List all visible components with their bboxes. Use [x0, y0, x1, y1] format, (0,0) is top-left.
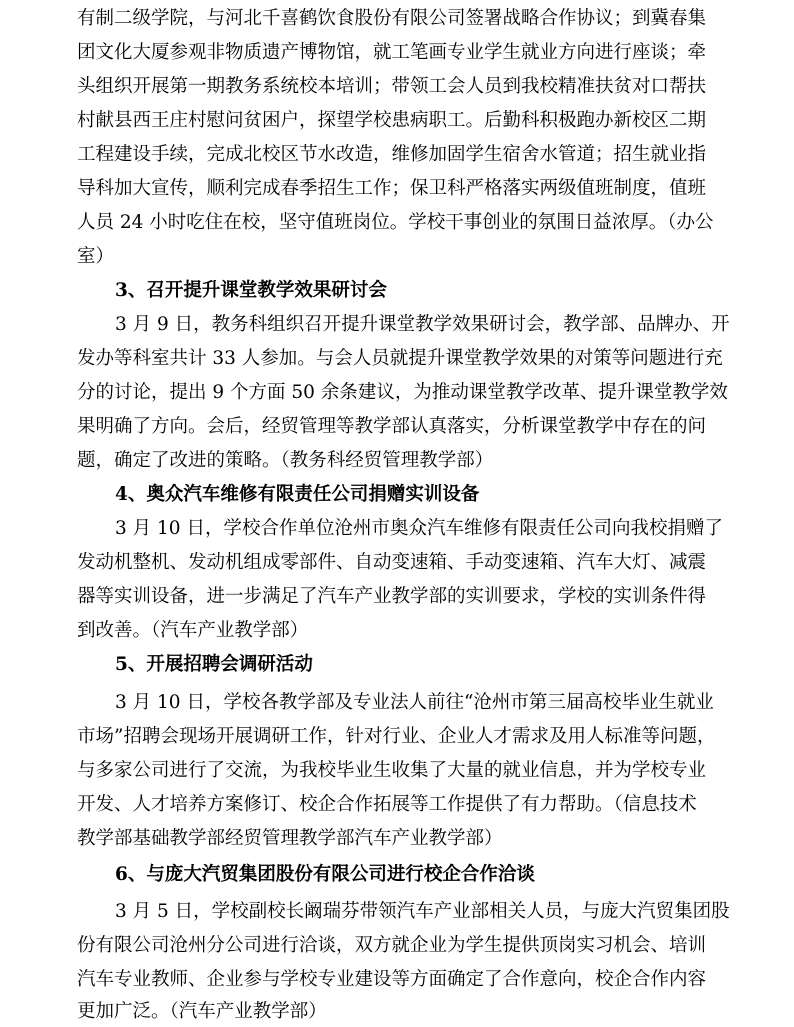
body-text-line: 发办等科室共计 33 人参加。与会人员就提升课堂教学效果的对策等问题进行充 — [77, 348, 723, 369]
body-text-line: 导科加大宣传，顺利完成春季招生工作；保卫科严格落实两级值班制度，值班 — [77, 178, 707, 199]
body-text-line: 头组织开展第一期教务系统校本培训；带领工会人员到我校精准扶贫对口帮扶 — [77, 76, 707, 97]
body-text-line: 汽车专业教师、企业参与学校专业建设等方面确定了合作意向，校企合作内容 — [77, 969, 707, 990]
body-text-line: 团文化大厦参观非物质遗产博物馆，就工笔画专业学生就业方向进行座谈；牵 — [77, 42, 707, 63]
section-heading-5: 5、开展招聘会调研活动 — [115, 654, 313, 675]
section-heading-3: 3、召开提升课堂教学效果研讨会 — [115, 280, 387, 301]
body-text-line: 发动机整机、发动机组成零部件、自动变速箱、手动变速箱、汽车大灯、减震 — [77, 552, 707, 573]
body-text-line: 开发、人才培养方案修订、校企合作拓展等工作提供了有力帮助。（信息技术 — [77, 794, 697, 815]
paragraph-first-line: 3 月 9 日，教务科组织召开提升课堂教学效果研讨会，教学部、品牌办、开 — [115, 314, 730, 335]
body-text-line: 与多家公司进行了交流，为我校毕业生收集了大量的就业信息，并为学校专业 — [77, 760, 707, 781]
body-text-line: 室） — [77, 246, 115, 267]
body-text-line: 份有限公司沧州分公司进行洽谈，双方就企业为学生提供顶岗实习机会、培训 — [77, 935, 707, 956]
paragraph-first-line: 3 月 10 日，学校合作单位沧州市奥众汽车维修有限责任公司向我校捐赠了 — [115, 518, 723, 539]
paragraph-first-line: 3 月 5 日，学校副校长阚瑞芬带领汽车产业部相关人员，与庞大汽贸集团股 — [115, 901, 730, 922]
body-text-line: 人员 24 小时吃住在校，坚守值班岗位。学校干事创业的氛围日益浓厚。（办公 — [77, 212, 714, 233]
section-heading-4: 4、奥众汽车维修有限责任公司捐赠实训设备 — [115, 484, 480, 505]
body-text-line: 更加广泛。（汽车产业教学部） — [77, 1001, 327, 1022]
body-text-line: 工程建设手续，完成北校区节水改造，维修加固学生宿舍水管道；招生就业指 — [77, 144, 707, 165]
body-text-line: 到改善。（汽车产业教学部） — [77, 620, 309, 641]
body-text-line: 果明确了方向。会后，经贸管理等教学部认真落实，分析课堂教学中存在的问 — [77, 416, 707, 437]
body-text-line: 器等实训设备，进一步满足了汽车产业教学部的实训要求，学校的实训条件得 — [77, 586, 707, 607]
section-heading-6: 6、与庞大汽贸集团股份有限公司进行校企合作洽谈 — [115, 864, 535, 885]
paragraph-first-line: 3 月 10 日，学校各教学部及专业法人前往“沧州市第三届高校毕业生就业 — [115, 692, 714, 713]
body-text-line: 市场”招聘会现场开展调研工作，针对行业、企业人才需求及用人标准等问题， — [77, 726, 716, 747]
body-text-line: 村献县西王庄村慰问贫困户，探望学校患病职工。后勤科积极跑办新校区二期 — [77, 110, 707, 131]
body-text-line: 题，确定了改进的策略。（教务科经贸管理教学部） — [77, 450, 494, 471]
body-text-line: 分的讨论，提出 9 个方面 50 余条建议，为推动课堂教学改革、提升课堂教学效 — [77, 382, 728, 403]
body-text-line: 教学部基础教学部经贸管理教学部汽车产业教学部） — [77, 828, 503, 849]
body-text-line: 有制二级学院，与河北千喜鹤饮食股份有限公司签署战略合作协议；到冀春集 — [77, 8, 707, 29]
